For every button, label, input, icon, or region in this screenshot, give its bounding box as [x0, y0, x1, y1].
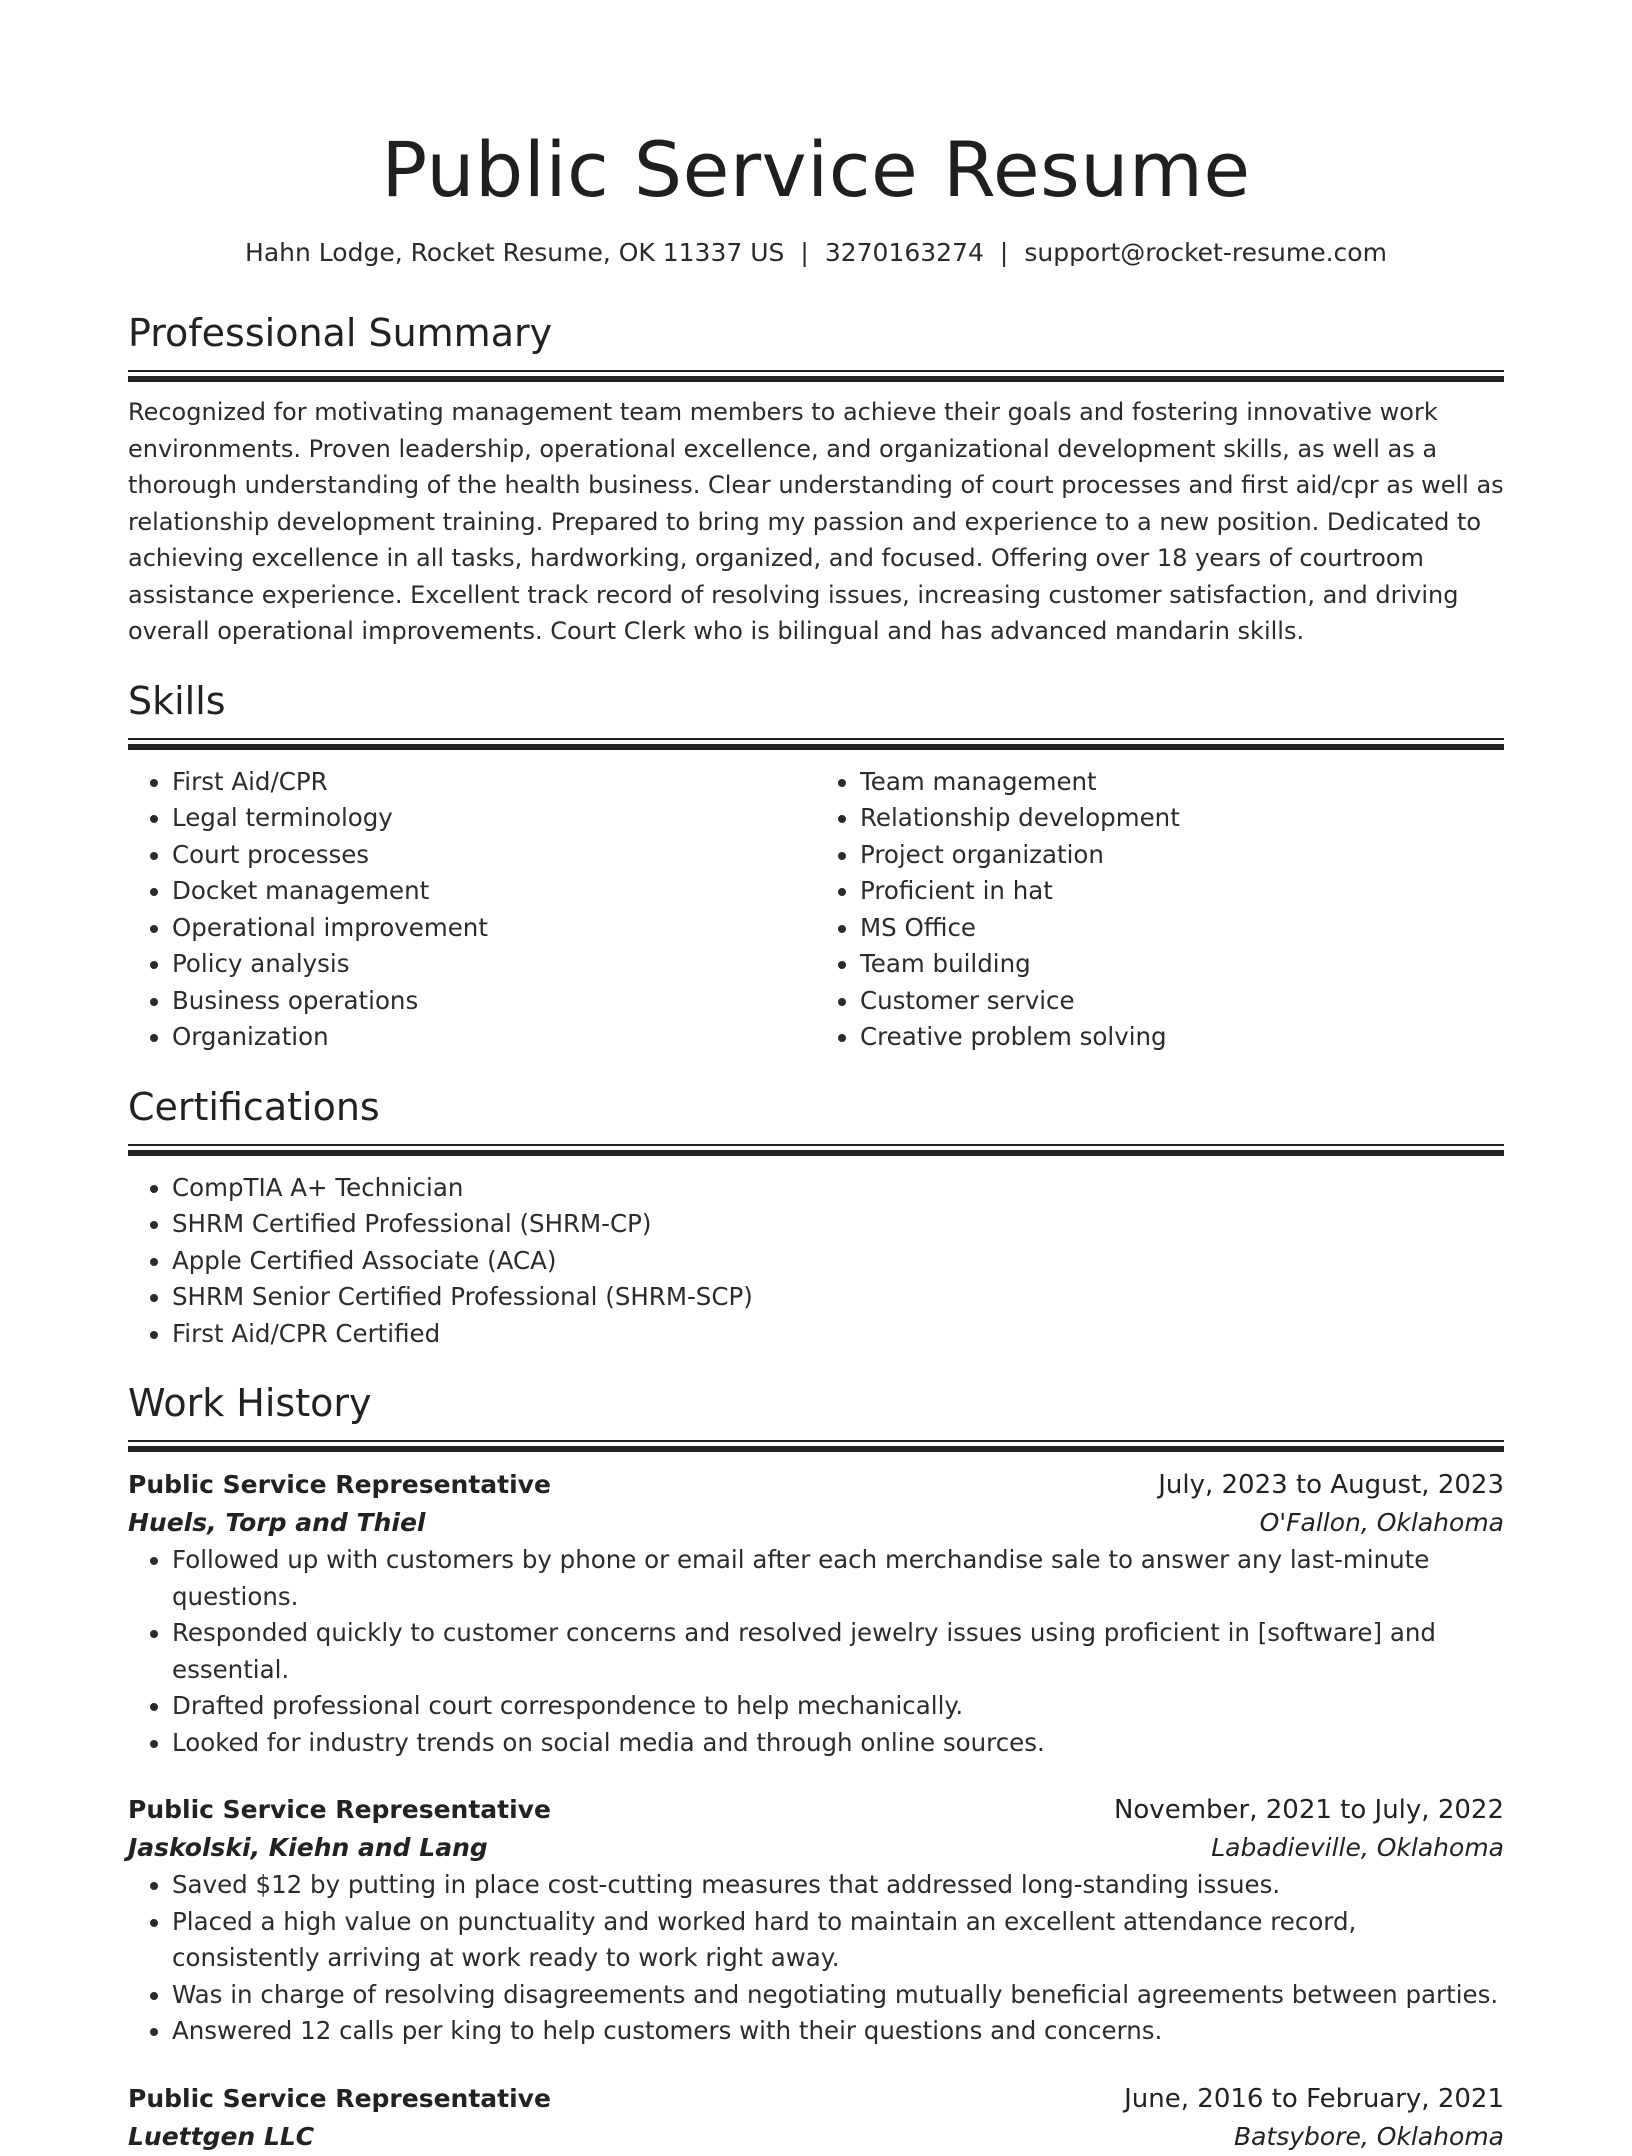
job-title: Public Service Representative	[128, 1470, 551, 1499]
list-item: • Team building	[860, 946, 1504, 983]
list-item: • Responded quickly to customer concerns and resolved jewelry issues using proficient in [software] and essential.	[172, 1615, 1504, 1688]
summary-section	[128, 308, 1504, 650]
job-location: Labadieville, Oklahoma	[1211, 1833, 1504, 1862]
list-item: • Customer service	[860, 983, 1504, 1020]
job-company: Luettgen LLC	[128, 2121, 315, 2151]
skills-columns	[128, 764, 1504, 1056]
work-history-section	[128, 1378, 1504, 2156]
job-company-row	[128, 1829, 1504, 1867]
contact-separator: |	[999, 238, 1009, 267]
job-entry	[128, 1791, 1504, 2050]
list-item: • CompTIA A+ Technician	[172, 1170, 1504, 1207]
skills-list-right	[816, 764, 1504, 1056]
list-item: • Operational improvement	[172, 910, 816, 947]
section-rule	[128, 738, 1504, 748]
resume-page	[128, 0, 1504, 2156]
list-item: • Legal terminology	[172, 800, 816, 837]
list-item: • Team management	[860, 764, 1504, 801]
skills-list-left	[128, 764, 816, 1056]
job-header-row	[128, 1466, 1504, 1504]
list-item: • Was in charge of resolving disagreements and negotiating mutually beneficial agreements between parties.	[172, 1977, 1504, 2014]
list-item: • Looked for industry trends on social media and through online sources.	[172, 1725, 1504, 1762]
section-title-summary: Professional Summary	[128, 311, 553, 355]
contact-email: support@rocket-resume.com	[1024, 238, 1387, 267]
job-company-row	[128, 1504, 1504, 1542]
section-title-certifications: Certifications	[128, 1084, 380, 1129]
job-location: Batsybore, Oklahoma	[1233, 2121, 1504, 2151]
skills-section	[128, 676, 1504, 1056]
list-item: • Saved $12 by putting in place cost-cutting measures that addressed long-standing issues.	[172, 1867, 1504, 1904]
resume-title: Public Service Resume	[381, 125, 1251, 214]
list-item: • SHRM Certified Professional (SHRM-CP)	[172, 1206, 1504, 1243]
section-title-work-history: Work History	[128, 1381, 372, 1425]
list-item: • Apple Certified Associate (ACA)	[172, 1243, 1504, 1280]
job-bullets	[128, 1867, 1504, 2050]
section-rule	[128, 370, 1504, 380]
job-header-row	[128, 1791, 1504, 1829]
summary-text: Recognized for motivating management team members to achieve their goals and fostering innovative work environments. Proven leadership, operational excellence, and organizational development skills, as well as a thorough understanding of the health business. Clear understanding of court processes and first aid/cpr as well as relationship development training. Prepared to bring my passion and experience to a new position. Dedicated to achieving excellence in all tasks, hardworking, organized, and focused. Offering over 18 years of courtroom assistance experience. Excellent track record of resolving issues, increasing customer satisfaction, and driving overall operational improvements. Court Clerk who is bilingual and has advanced mandarin skills.	[128, 398, 1504, 645]
list-item: • Docket management	[172, 873, 816, 910]
job-dates: June, 2016 to February, 2021	[1124, 2083, 1504, 2114]
list-item: • First Aid/CPR Certified	[172, 1316, 1504, 1353]
list-item: • Placed a high value on punctuality and worked hard to maintain an excellent attendance record, consistently arriving at work ready to work right away.	[172, 1904, 1504, 1977]
job-location: O'Fallon, Oklahoma	[1259, 1508, 1504, 1537]
job-company: Huels, Torp and Thiel	[128, 1508, 426, 1537]
job-title: Public Service Representative	[128, 2083, 551, 2113]
contact-phone: 3270163274	[824, 238, 984, 267]
certifications-section	[128, 1082, 1504, 1353]
list-item: • Court processes	[172, 837, 816, 874]
job-company-row	[128, 2118, 1504, 2156]
list-item: • Business operations	[172, 983, 816, 1020]
list-item: • Relationship development	[860, 800, 1504, 837]
list-item: • Drafted professional court correspondence to help mechanically.	[172, 1688, 1504, 1725]
job-bullets	[128, 1542, 1504, 1761]
list-item: • Proficient in hat	[860, 873, 1504, 910]
contact-line	[128, 236, 1504, 270]
job-dates: November, 2021 to July, 2022	[1113, 1795, 1504, 1825]
certifications-list	[128, 1170, 1504, 1353]
section-rule	[128, 1440, 1504, 1450]
list-item: • Project organization	[860, 837, 1504, 874]
job-entry	[128, 2080, 1504, 2156]
list-item: • Policy analysis	[172, 946, 816, 983]
list-item: • MS Office	[860, 910, 1504, 947]
list-item: • SHRM Senior Certified Professional (SHRM-SCP)	[172, 1279, 1504, 1316]
contact-separator: |	[800, 238, 809, 267]
job-entry	[128, 1466, 1504, 1761]
list-item: • First Aid/CPR	[172, 764, 816, 801]
job-title: Public Service Representative	[128, 1795, 551, 1824]
job-dates: July, 2023 to August, 2023	[1158, 1470, 1504, 1500]
section-title-skills: Skills	[128, 678, 226, 723]
section-rule	[128, 1144, 1504, 1154]
list-item: • Creative problem solving	[860, 1019, 1504, 1056]
job-company: Jaskolski, Kiehn and Lang	[128, 1833, 488, 1862]
list-item: • Organization	[172, 1019, 816, 1056]
list-item: • Followed up with customers by phone or email after each merchandise sale to answer any last-minute questions.	[172, 1542, 1504, 1615]
list-item: • Answered 12 calls per king to help customers with their questions and concerns.	[172, 2013, 1504, 2050]
contact-address: Hahn Lodge, Rocket Resume, OK 11337 US	[245, 238, 785, 267]
